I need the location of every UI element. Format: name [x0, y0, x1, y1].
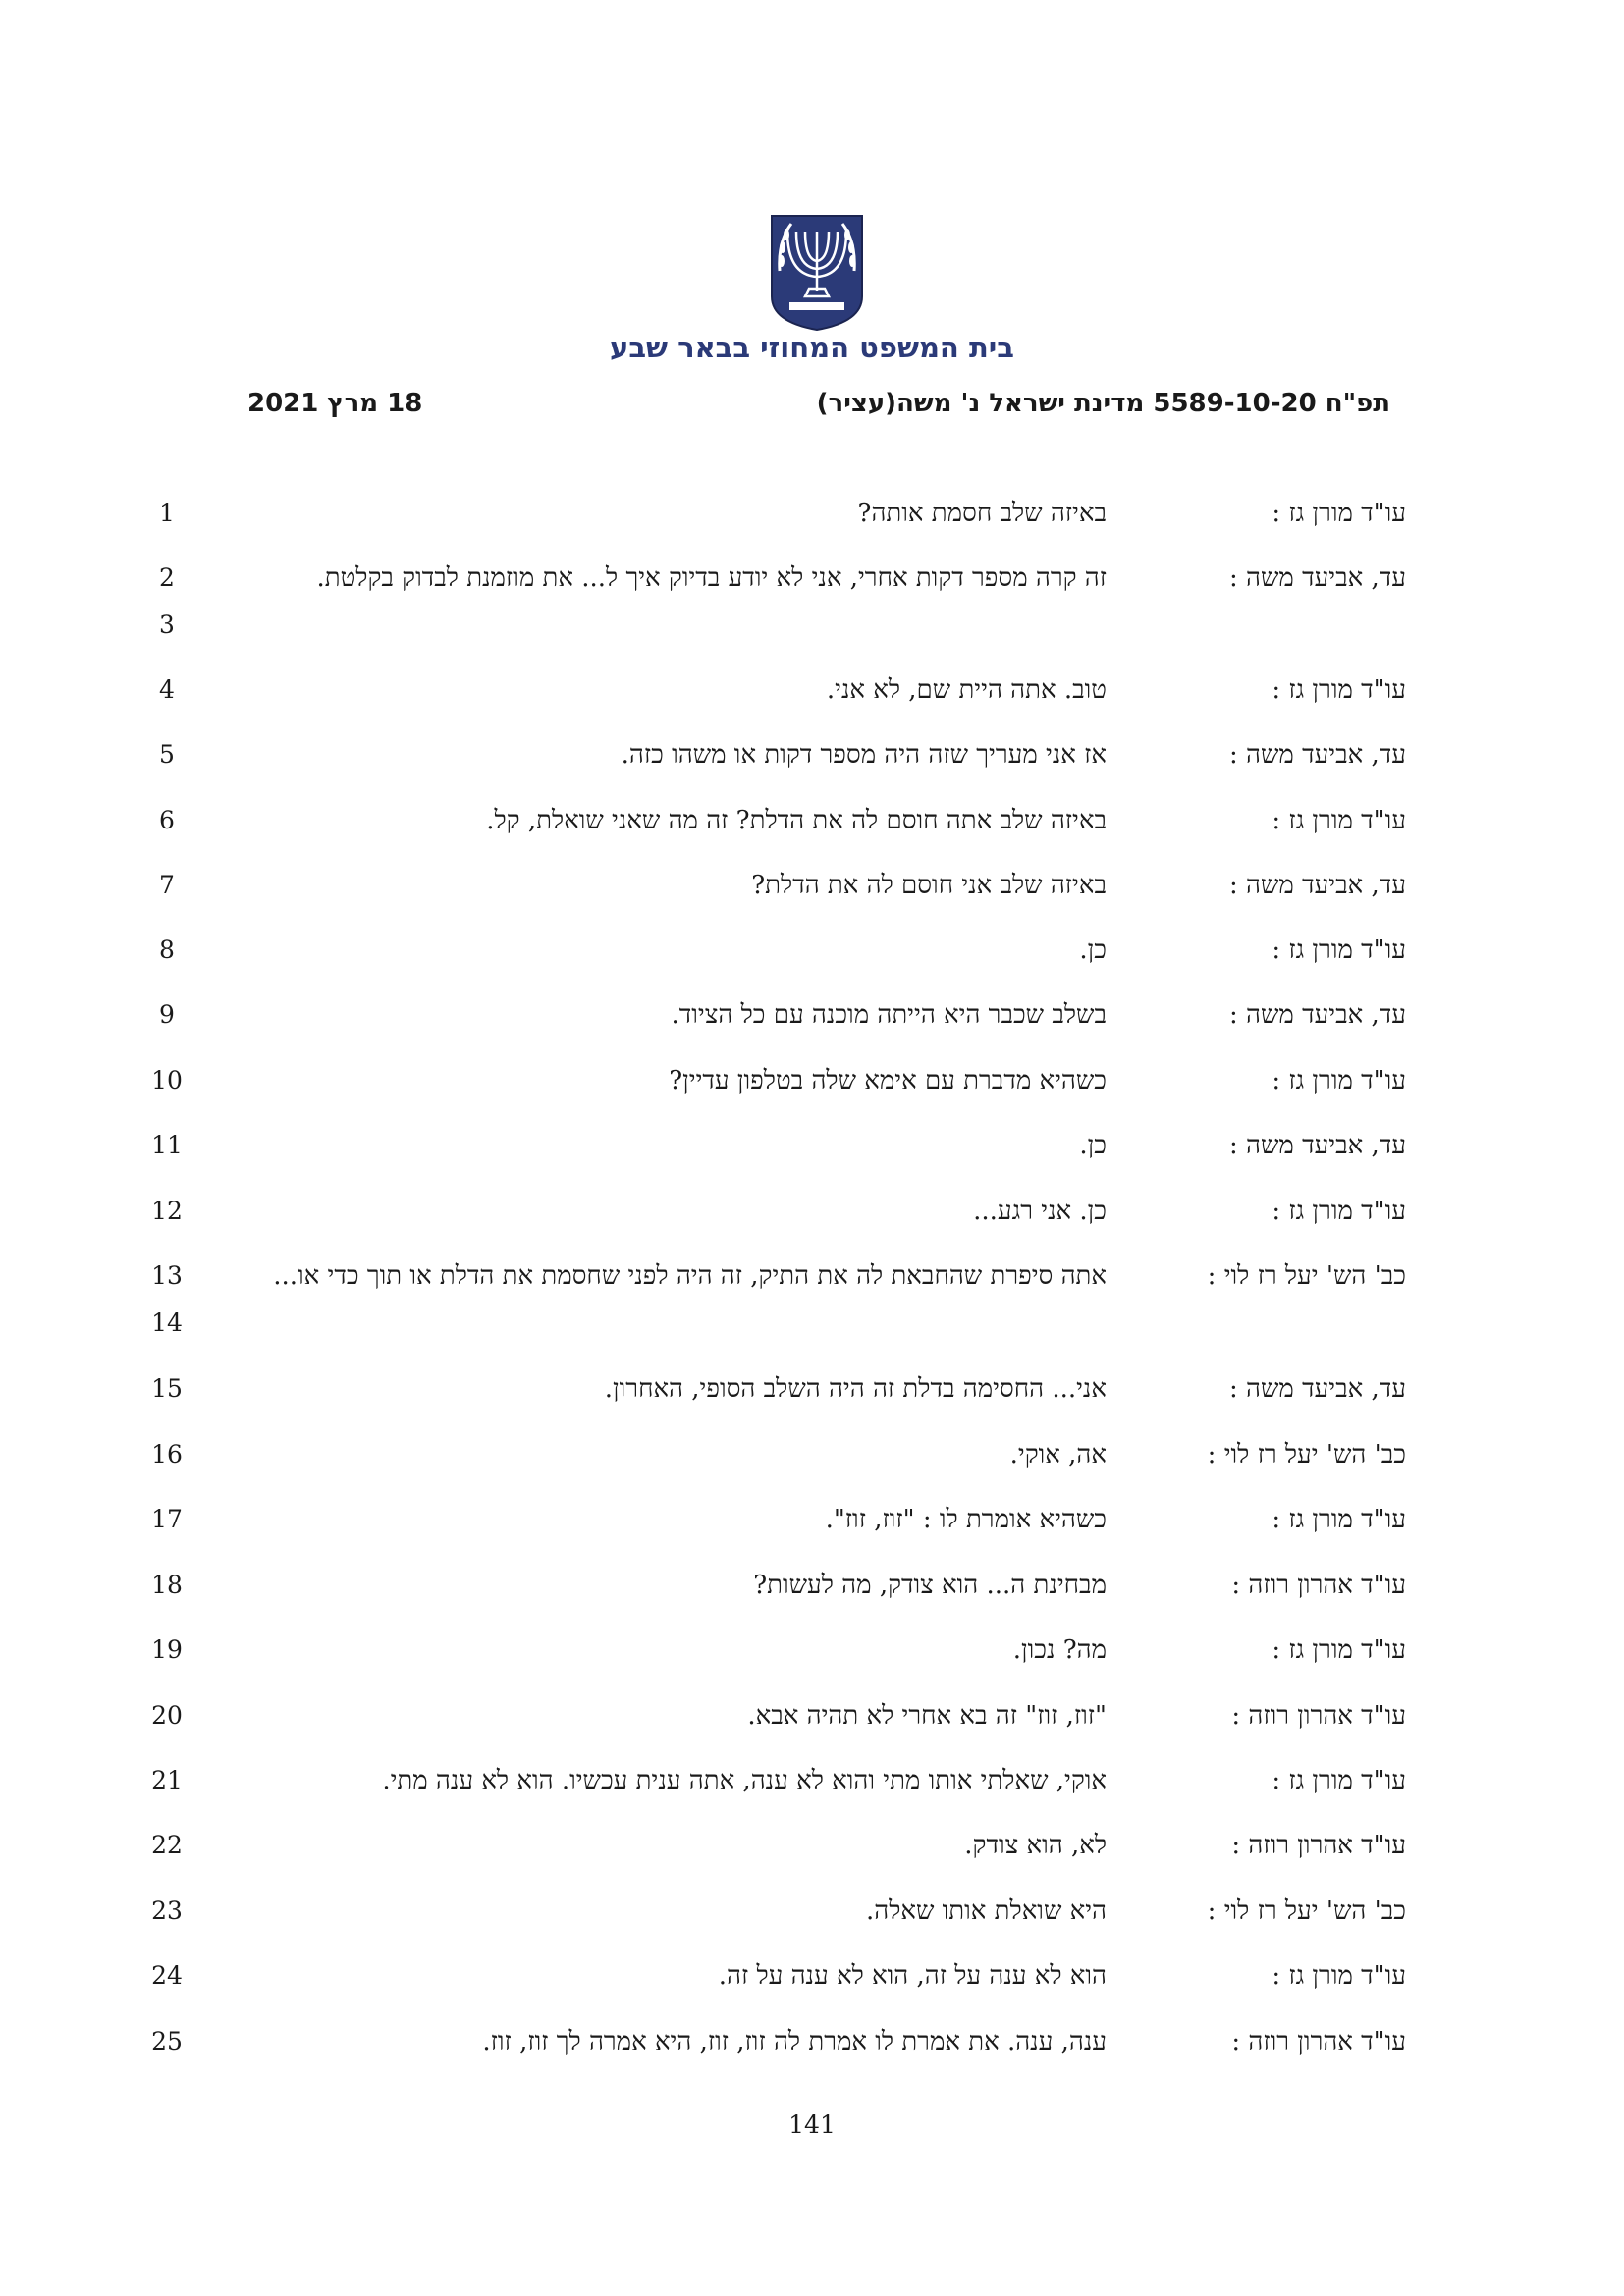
line-number: 2 — [159, 563, 175, 592]
utterance-text: היא שואלת אותו שאלה. — [865, 1896, 1107, 1926]
utterance-text: באיזה שלב אני חוסם לה את הדלת? — [751, 871, 1107, 900]
speaker-label: עו"ד אהרון רוזה : — [1231, 2027, 1406, 2056]
line-number: 11 — [151, 1131, 183, 1159]
line-number: 8 — [159, 935, 175, 964]
speaker-label: עד, אביעד משה : — [1229, 1374, 1406, 1404]
utterance-text: אז אני מעריך שזה היה מספר דקות או משהו כזה. — [621, 740, 1107, 770]
utterance-text: אוקי, שאלתי אותו מתי והוא לא ענה, אתה ענית עכשיו. הוא לא ענה מתי. — [382, 1766, 1107, 1795]
utterance-text: מבחינת ה... הוא צודק, מה לעשות? — [753, 1571, 1107, 1600]
speaker-label: עד, אביעד משה : — [1229, 1000, 1406, 1030]
line-number: 10 — [151, 1066, 183, 1095]
speaker-label: עו"ד מורן גז : — [1272, 499, 1406, 528]
utterance-text: באיזה שלב אתה חוסם לה את הדלת? זה מה שאני שואלת, קל. — [486, 806, 1107, 835]
state-emblem-menorah-icon — [768, 212, 866, 334]
speaker-label: עד, אביעד משה : — [1229, 563, 1406, 593]
line-number: 15 — [151, 1374, 183, 1403]
speaker-label: עו"ד אהרון רוזה : — [1231, 1571, 1406, 1600]
speaker-label: עו"ד אהרון רוזה : — [1231, 1831, 1406, 1860]
line-number: 21 — [151, 1766, 183, 1794]
line-number: 25 — [151, 2027, 183, 2056]
line-number: 7 — [159, 871, 175, 899]
utterance-text: מה? נכון. — [1012, 1635, 1107, 1665]
line-number: 20 — [151, 1701, 183, 1730]
line-number: 13 — [151, 1261, 183, 1290]
utterance-text: כן. — [1079, 935, 1107, 965]
line-number: 6 — [159, 806, 175, 834]
speaker-label: כב' הש' יעל רז לוי : — [1207, 1440, 1406, 1469]
line-number: 1 — [159, 499, 175, 527]
line-number: 12 — [151, 1197, 183, 1225]
speaker-label: עו"ד מורן גז : — [1272, 1066, 1406, 1095]
utterance-text: כן. אני רגע... — [973, 1197, 1107, 1226]
utterance-text: באיזה שלב חסמת אותה? — [857, 499, 1107, 528]
utterance-text: אני... החסימה בדלת זה היה השלב הסופי, האחרון. — [604, 1374, 1107, 1404]
speaker-label: עו"ד מורן גז : — [1272, 1197, 1406, 1226]
line-number: 5 — [159, 740, 175, 769]
utterance-text: בשלב שכבר היא הייתה מוכנה עם כל הציוד. — [671, 1000, 1107, 1030]
utterance-text: לא, הוא צודק. — [964, 1831, 1107, 1860]
line-number: 9 — [159, 1000, 175, 1029]
speaker-label: עו"ד מורן גז : — [1272, 1766, 1406, 1795]
utterance-text: כן. — [1079, 1131, 1107, 1160]
line-number: 22 — [151, 1831, 183, 1859]
line-number: 24 — [151, 1961, 183, 1990]
line-number: 17 — [151, 1505, 183, 1533]
utterance-text: הוא לא ענה על זה, הוא לא ענה על זה. — [718, 1961, 1107, 1991]
utterance-text: טוב. אתה היית שם, לא אני. — [826, 675, 1107, 705]
utterance-text: אה, אוקי. — [1009, 1440, 1107, 1469]
court-name: בית המשפט המחוזי בבאר שבע — [610, 331, 1014, 364]
page-number: 141 — [788, 2110, 836, 2139]
line-number: 14 — [151, 1308, 183, 1337]
speaker-label: עו"ד מורן גז : — [1272, 1505, 1406, 1534]
hearing-date: 18 מרץ 2021 — [247, 389, 423, 418]
line-number: 3 — [159, 611, 175, 639]
speaker-label: עו"ד מורן גז : — [1272, 675, 1406, 705]
line-number: 16 — [151, 1440, 183, 1468]
utterance-text: אתה סיפרת שהחבאת לה את התיק, זה היה לפני שחסמת את הדלת או תוך כדי או... — [273, 1261, 1107, 1291]
utterance-text: "זוז, זוז" זה בא אחרי לא תהיה אבא. — [747, 1701, 1107, 1731]
speaker-label: עד, אביעד משה : — [1229, 871, 1406, 900]
speaker-label: כב' הש' יעל רז לוי : — [1207, 1896, 1406, 1926]
utterance-text: זה קרה מספר דקות אחרי, אני לא יודע בדיוק איך ל... את מוזמנת לבדוק בקלטת. — [316, 563, 1107, 593]
line-number: 4 — [159, 675, 175, 704]
speaker-label: עו"ד מורן גז : — [1272, 935, 1406, 965]
speaker-label: עו"ד מורן גז : — [1272, 1961, 1406, 1991]
speaker-label: עו"ד מורן גז : — [1272, 806, 1406, 835]
line-number: 19 — [151, 1635, 183, 1664]
case-title: תפ"ח 5589-10-20 מדינת ישראל נ' משה(עציר) — [816, 389, 1390, 418]
line-number: 18 — [151, 1571, 183, 1599]
speaker-label: עו"ד אהרון רוזה : — [1231, 1701, 1406, 1731]
speaker-label: עד, אביעד משה : — [1229, 1131, 1406, 1160]
speaker-label: עו"ד מורן גז : — [1272, 1635, 1406, 1665]
speaker-label: כב' הש' יעל רז לוי : — [1207, 1261, 1406, 1291]
utterance-text: כשהיא מדברת עם אימא שלה בטלפון עדיין? — [669, 1066, 1107, 1095]
utterance-text: ענה, ענה. את אמרת לו אמרת לה זוז, זוז, היא אמרה לך זוז, זוז. — [482, 2027, 1107, 2056]
line-number: 23 — [151, 1896, 183, 1925]
utterance-text: כשהיא אומרת לו : "זוז, זוז". — [825, 1505, 1107, 1534]
speaker-label: עד, אביעד משה : — [1229, 740, 1406, 770]
